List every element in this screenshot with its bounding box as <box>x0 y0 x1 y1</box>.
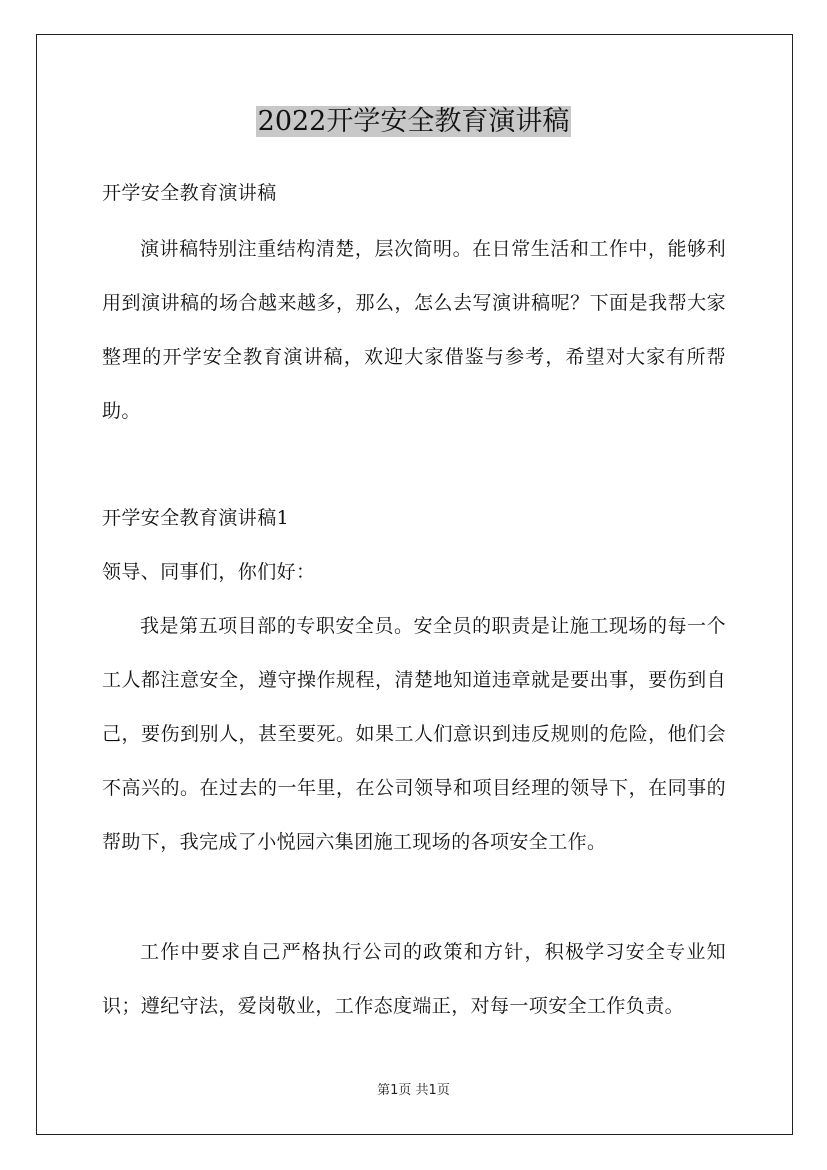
intro-heading: 开学安全教育演讲稿 <box>102 182 277 204</box>
document-title-text: 2022开学安全教育演讲稿 <box>257 106 570 137</box>
intro-paragraph: 演讲稿特别注重结构清楚，层次简明。在日常生活和工作中，能够利用到演讲稿的场合越来越多，那么，怎么去写演讲稿呢？下面是我帮大家整理的开学安全教育演讲稿，欢迎大家借鉴与参考，希望对大家有所帮助。 <box>102 238 726 422</box>
greeting: 领导、同事们，你们好： <box>102 561 316 583</box>
section-heading: 开学安全教育演讲稿1 <box>102 507 290 529</box>
page-footer: 第1页 共1页 <box>377 1083 450 1098</box>
body-paragraph: 我是第五项目部的专职安全员。安全员的职责是让施工现场的每一个工人都注意安全，遵守操作规程，清楚地知道违章就是要出事，要伤到自己，要伤到别人，甚至要死。如果工人们意识到违反规则的危险，他们会不高兴的。在过去的一年里，在公司领导和项目经理的领导下，在同事的帮助下，我完成了小悦园六集团施工现场的各项安全工作。 <box>102 615 726 853</box>
body-paragraph: 工作中要求自己严格执行公司的政策和方针，积极学习安全专业知识；遵纪守法，爱岗敬业，工作态度端正，对每一项安全工作负责。 <box>102 941 726 1017</box>
document-title <box>0 102 827 142</box>
